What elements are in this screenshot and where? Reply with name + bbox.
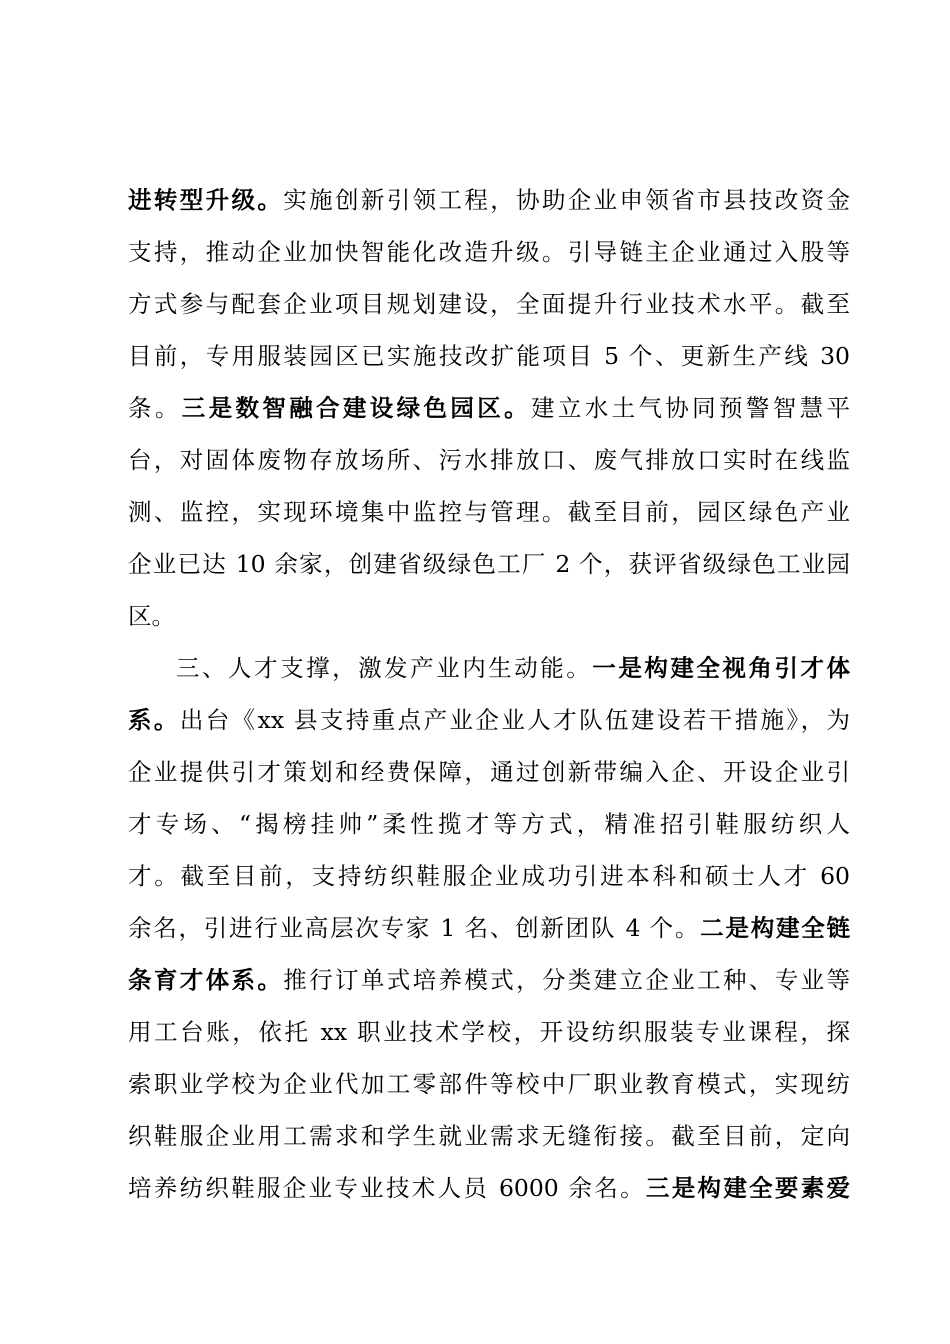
text-line	[128, 440, 850, 480]
text-line	[128, 1168, 850, 1208]
text-run: 余名，引进行业高层次专家 1 名、创新团队 4 个。	[128, 914, 701, 942]
text-line	[128, 960, 850, 1000]
text-line	[128, 804, 850, 844]
text-run: 实施创新引领工程，协助企业申领省市县技改资金	[283, 186, 851, 214]
text-line	[128, 908, 850, 948]
text-run: 索职业学校为企业代加工零部件等校中厂职业教育模式，实现纺	[128, 1070, 850, 1098]
text-run: 方式参与配套企业项目规划建设，全面提升行业技术水平。截至	[128, 290, 850, 318]
text-line	[128, 1116, 850, 1156]
text-line	[128, 700, 850, 740]
text-run: 出台《xx 县支持重点产业企业人才队伍建设若干措施》，为	[179, 706, 851, 734]
text-line	[128, 856, 850, 896]
text-line	[128, 752, 850, 792]
text-run: 支持，推动企业加快智能化改造升级。引导链主企业通过入股等	[128, 238, 850, 266]
bold-run: 进转型升级。	[128, 186, 284, 214]
text-run: 测、监控，实现环境集中监控与管理。截至目前，园区绿色产业	[128, 498, 850, 526]
bold-run: 三是数智融合建设绿色园区。	[181, 394, 531, 422]
text-run: 才专场、“揭榜挂帅”柔性揽才等方式，精准招引鞋服纺织人	[128, 810, 850, 838]
text-run: 台，对固体废物存放场所、污水排放口、废气排放口实时在线监	[128, 446, 850, 474]
text-line	[128, 180, 850, 220]
text-run: 培养纺织鞋服企业专业技术人员 6000 余名。	[128, 1174, 646, 1202]
text-line	[128, 544, 850, 584]
text-run: 企业已达 10 余家，创建省级绿色工厂 2 个，获评省级绿色工业园	[128, 550, 850, 578]
text-line	[128, 596, 850, 636]
text-line	[128, 388, 850, 428]
section-heading: 三、人才支撑，激发产业内生动能。	[176, 654, 593, 682]
text-run: 建立水土气协同预警智慧平	[530, 394, 851, 422]
bold-run: 三是构建全要素爱	[645, 1174, 851, 1202]
text-run: 用工台账，依托 xx 职业技术学校，开设纺织服装专业课程，探	[128, 1018, 850, 1046]
text-run: 推行订单式培养模式，分类建立企业工种、专业等	[283, 966, 851, 994]
text-line	[128, 336, 850, 376]
text-run: 企业提供引才策划和经费保障，通过创新带编入企、开设企业引	[128, 758, 850, 786]
text-run: 才。截至目前，支持纺织鞋服企业成功引进本科和硕士人才 60	[128, 862, 850, 890]
text-line	[128, 232, 850, 272]
text-line	[128, 284, 850, 324]
text-line	[128, 1064, 850, 1104]
text-line	[128, 492, 850, 532]
bold-run: 二是构建全链	[700, 914, 850, 942]
bold-run: 一是构建全视角引才体	[592, 654, 851, 682]
bold-run: 系。	[128, 706, 180, 734]
section-heading-line	[176, 648, 850, 688]
text-run: 条。	[128, 394, 182, 422]
bold-run: 条育才体系。	[128, 966, 284, 994]
text-run: 织鞋服企业用工需求和学生就业需求无缝衔接。截至目前，定向	[128, 1122, 850, 1150]
text-line	[128, 1012, 850, 1052]
text-run: 区。	[128, 602, 175, 630]
text-run: 目前，专用服装园区已实施技改扩能项目 5 个、更新生产线 30	[128, 342, 850, 370]
